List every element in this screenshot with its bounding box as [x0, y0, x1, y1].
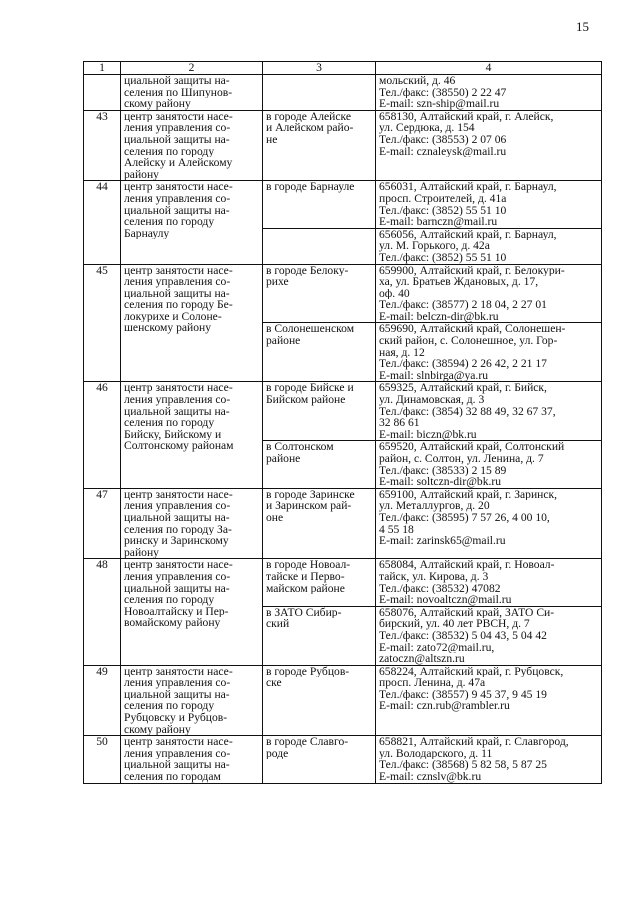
service-area-line: в городе Новоал-: [266, 559, 351, 571]
address-line: E-mail: czn.rub@rambler.ru: [379, 700, 510, 713]
organization-cell: [121, 488, 263, 559]
address-line: E-mail: biczn@bk.ru: [379, 428, 477, 441]
address-contacts-cell: [376, 441, 602, 488]
organization-line: ринску и Заринскому: [124, 535, 229, 547]
service-area-line: и Алейском райо-: [266, 122, 354, 134]
service-area-cell: [263, 75, 376, 111]
organization-cell: [121, 264, 263, 382]
address-line: E-mail: belczn-dir@bk.ru: [379, 310, 499, 323]
table-row: [84, 181, 602, 228]
organization-line: ления управления со-: [124, 192, 231, 205]
organization-line: селения по городу Бе-: [124, 299, 233, 311]
service-area-line: в Солонешенском: [266, 323, 355, 336]
service-area-line: в городе Алейске: [266, 110, 351, 123]
address-line: ха, ул. Братьев Ждановых, д. 17,: [379, 276, 539, 288]
address-line: Тел./факс: (38553) 2 07 06: [379, 133, 507, 146]
address-contacts-cell: [376, 323, 602, 382]
table-row: [84, 559, 602, 606]
organization-line: скому району: [124, 723, 191, 736]
address-contacts-cell: [376, 228, 602, 264]
service-area-cell: [263, 559, 376, 606]
organization-line: селения по городу: [124, 145, 215, 158]
organization-line: Новоалтайску и Пер-: [124, 605, 229, 618]
organization-cell: [121, 736, 263, 783]
column-header-3: 3: [263, 62, 376, 75]
organization-line: ления управления со-: [124, 276, 231, 288]
organization-line: центр занятости насе-: [124, 181, 233, 193]
address-line: Тел./факс: (3854) 32 88 49, 32 67 37,: [379, 405, 556, 418]
address-contacts-cell: [376, 264, 602, 323]
service-area-line: в городе Заринске: [266, 488, 355, 501]
organization-line: ления управления со-: [124, 394, 231, 406]
service-area-line: в ЗАТО Сибир-: [266, 606, 342, 619]
address-line: E-mail: novoaltczn@mail.ru: [379, 594, 512, 606]
service-area-line: Бийском районе: [266, 394, 346, 406]
organization-line: району: [124, 546, 159, 559]
address-line: Тел./факс: (38594) 2 26 42, 2 21 17: [379, 358, 547, 370]
address-line: просп. Строителей, д. 41а: [379, 192, 507, 205]
service-area-line: тайске и Перво-: [266, 570, 345, 583]
address-line: 659520, Алтайский край, Солтонский: [379, 441, 565, 453]
service-area-line: роде: [266, 747, 289, 760]
address-line: бирский, ул. 40 лет РВСН, д. 7: [379, 618, 530, 630]
organization-line: селения по городам: [124, 771, 221, 783]
address-line: E-mail: slnbirga@ya.ru: [379, 369, 488, 382]
table-row: [84, 264, 602, 323]
address-contacts-cell: [376, 665, 602, 736]
service-area-cell: [263, 228, 376, 264]
service-area-cell: [263, 488, 376, 559]
organization-line: центр занятости насе-: [124, 665, 233, 678]
row-number-cell: [84, 75, 121, 111]
employment-centers-table: [83, 61, 602, 784]
service-area-line: и Заринском рай-: [266, 500, 352, 512]
organization-line: ления управления со-: [124, 570, 231, 583]
organization-line: ления управления со-: [124, 747, 231, 760]
organization-line: циальной защиты на-: [124, 204, 230, 217]
row-number-cell: 43: [84, 110, 121, 181]
service-area-line: в городе Бийске и: [266, 382, 354, 395]
address-line: 658821, Алтайский край, г. Славгород,: [379, 736, 569, 748]
table-row: [84, 488, 602, 559]
table-row: [84, 736, 602, 783]
address-line: ул. Динамовская, д. 3: [379, 394, 485, 406]
organization-line: ления управления со-: [124, 122, 231, 134]
address-line: ная, д. 12: [379, 346, 425, 359]
address-line: Тел./факс: (3852) 55 51 10: [379, 204, 507, 217]
address-line: Тел./факс: (38533) 2 15 89: [379, 464, 507, 477]
organization-line: ления управления со-: [124, 677, 231, 689]
organization-line: циальной защиты на-: [124, 511, 230, 524]
service-area-line: ске: [266, 677, 282, 689]
table-header-row: [84, 62, 602, 75]
row-number-cell: 48: [84, 559, 121, 665]
service-area-line: в городе Белоку-: [266, 264, 349, 277]
organization-line: ления управления со-: [124, 500, 231, 512]
table-row: [84, 110, 602, 181]
address-line: 4 55 18: [379, 523, 414, 536]
organization-line: Солтонскому районам: [124, 440, 234, 452]
service-area-line: оне: [266, 511, 284, 524]
address-line: Тел./факс: (38557) 9 45 37, 9 45 19: [379, 688, 547, 701]
organization-line: району: [124, 168, 159, 181]
organization-line: селения по городу За-: [124, 523, 232, 536]
service-area-cell: [263, 665, 376, 736]
row-number-cell: 45: [84, 264, 121, 382]
address-line: просп. Ленина, д. 47а: [379, 677, 486, 689]
organization-cell: [121, 382, 263, 488]
organization-cell: [121, 665, 263, 736]
address-line: 658084, Алтайский край, г. Новоал-: [379, 559, 555, 571]
address-contacts-cell: [376, 110, 602, 181]
address-line: E-mail: cznslv@bk.ru: [379, 771, 482, 783]
organization-line: циальной защиты на-: [124, 688, 230, 701]
column-header-2: 2: [121, 62, 263, 75]
organization-line: центр занятости насе-: [124, 264, 233, 277]
address-line: E-mail: barnczn@mail.ru: [379, 216, 498, 228]
organization-line: циальной защиты на-: [124, 75, 230, 87]
address-line: Тел./факс: (38577) 2 18 04, 2 27 01: [379, 299, 547, 311]
page-number: 15: [576, 19, 589, 34]
service-area-line: в городе Рубцов-: [266, 665, 350, 678]
address-line: мольский, д. 46: [379, 75, 456, 87]
row-number-cell: 47: [84, 488, 121, 559]
row-number-cell: 44: [84, 181, 121, 264]
service-area-cell: [263, 110, 376, 181]
organization-line: шенскому району: [124, 322, 212, 335]
address-line: Тел./факс: (38568) 5 82 58, 5 87 25: [379, 759, 547, 772]
organization-line: циальной защиты на-: [124, 405, 230, 418]
address-line: ул. Володарского, д. 11: [379, 747, 493, 760]
organization-cell: [121, 75, 263, 111]
address-line: 659325, Алтайский край, г. Бийск,: [379, 382, 547, 395]
column-header-1: 1: [84, 62, 121, 75]
service-area-line: в Солтонском: [266, 441, 334, 453]
address-line: Тел./факс: (38550) 2 22 47: [379, 86, 507, 99]
service-area-line: ский: [266, 618, 290, 630]
address-line: Тел./факс: (38532) 47082: [379, 582, 501, 595]
organization-line: центр занятости насе-: [124, 488, 233, 501]
table-row: [84, 665, 602, 736]
service-area-cell: [263, 736, 376, 783]
row-number-cell: 49: [84, 665, 121, 736]
row-number-cell: 46: [84, 382, 121, 488]
address-line: E-mail: szn-ship@mail.ru: [379, 98, 500, 110]
service-area-line: районе: [266, 453, 301, 465]
address-line: 656056, Алтайский край, г. Барнаул,: [379, 228, 557, 241]
organization-line: локурихе и Солоне-: [124, 310, 222, 323]
address-contacts-cell: [376, 181, 602, 228]
address-line: 658076, Алтайский край, ЗАТО Си-: [379, 606, 555, 619]
organization-line: селения по городу: [124, 700, 215, 713]
service-area-line: районе: [266, 335, 301, 347]
row-number-cell: 50: [84, 736, 121, 783]
service-area-cell: [263, 323, 376, 382]
organization-line: циальной защиты на-: [124, 133, 230, 146]
column-header-4: 4: [376, 62, 602, 75]
service-area-cell: [263, 181, 376, 228]
address-line: оф. 40: [379, 287, 410, 300]
organization-line: центр занятости насе-: [124, 110, 233, 123]
address-contacts-cell: [376, 488, 602, 559]
address-line: 659690, Алтайский край, Солонешен-: [379, 323, 566, 336]
organization-line: Алейску и Алейскому: [124, 157, 233, 169]
organization-line: центр занятости насе-: [124, 382, 233, 395]
address-line: Тел./факс: (38595) 7 57 26, 4 00 10,: [379, 511, 550, 524]
address-line: ул. Металлургов, д. 20: [379, 500, 490, 512]
address-line: ул. М. Горького, д. 42а: [379, 240, 490, 252]
address-line: 659900, Алтайский край, г. Белокури-: [379, 264, 565, 277]
organization-line: центр занятости насе-: [124, 559, 233, 571]
service-area-line: рихе: [266, 276, 289, 288]
organization-line: Рубцовску и Рубцов-: [124, 712, 228, 724]
service-area-line: в городе Славго-: [266, 736, 349, 748]
address-line: 32 86 61: [379, 417, 420, 429]
address-contacts-cell: [376, 75, 602, 111]
address-line: Тел./факс: (38532) 5 04 43, 5 04 42: [379, 629, 547, 642]
address-line: ул. Сердюка, д. 154: [379, 122, 475, 134]
address-contacts-cell: [376, 736, 602, 783]
address-line: E-mail: cznaleysk@mail.ru: [379, 145, 507, 158]
organization-line: вомайскому району: [124, 617, 221, 629]
address-line: ский район, с. Солонешное, ул. Гор-: [379, 335, 558, 347]
address-line: E-mail: zato72@mail.ru,: [379, 641, 495, 654]
organization-line: селения по Шипунов-: [124, 86, 233, 99]
organization-cell: [121, 110, 263, 181]
address-line: Тел./факс: (3852) 55 51 10: [379, 251, 507, 264]
service-area-cell: [263, 264, 376, 323]
address-contacts-cell: [376, 382, 602, 441]
organization-line: циальной защиты на-: [124, 582, 230, 595]
organization-line: циальной защиты на-: [124, 287, 230, 300]
address-contacts-cell: [376, 606, 602, 665]
address-line: 659100, Алтайский край, г. Заринск,: [379, 488, 558, 501]
service-area-line: не: [266, 133, 278, 146]
service-area-cell: [263, 382, 376, 441]
address-line: 658224, Алтайский край, г. Рубцовск,: [379, 665, 564, 678]
organization-cell: [121, 559, 263, 665]
organization-line: Бийску, Бийскому и: [124, 428, 222, 441]
address-line: 656031, Алтайский край, г. Барнаул,: [379, 181, 557, 193]
service-area-cell: [263, 441, 376, 488]
organization-line: циальной защиты на-: [124, 759, 230, 772]
organization-line: селения по городу: [124, 417, 215, 429]
table-row: [84, 75, 602, 111]
organization-line: Барнаулу: [124, 227, 170, 240]
organization-line: центр занятости насе-: [124, 736, 233, 748]
organization-cell: [121, 181, 263, 264]
organization-line: селения по городу: [124, 216, 215, 228]
address-line: E-mail: soltczn-dir@bk.ru: [379, 476, 502, 488]
address-line: zatoczn@altszn.ru: [379, 653, 465, 665]
address-line: тайск, ул. Кирова, д. 3: [379, 570, 489, 583]
table-row: [84, 382, 602, 441]
address-line: E-mail: zarinsk65@mail.ru: [379, 535, 506, 547]
organization-line: скому району: [124, 98, 191, 110]
address-contacts-cell: [376, 559, 602, 606]
service-area-line: майском районе: [266, 582, 345, 595]
organization-line: селения по городу: [124, 594, 215, 606]
address-line: 658130, Алтайский край, г. Алейск,: [379, 110, 554, 123]
service-area-line: в городе Барнауле: [266, 181, 355, 193]
service-area-cell: [263, 606, 376, 665]
address-line: район, с. Солтон, ул. Ленина, д. 7: [379, 453, 544, 465]
